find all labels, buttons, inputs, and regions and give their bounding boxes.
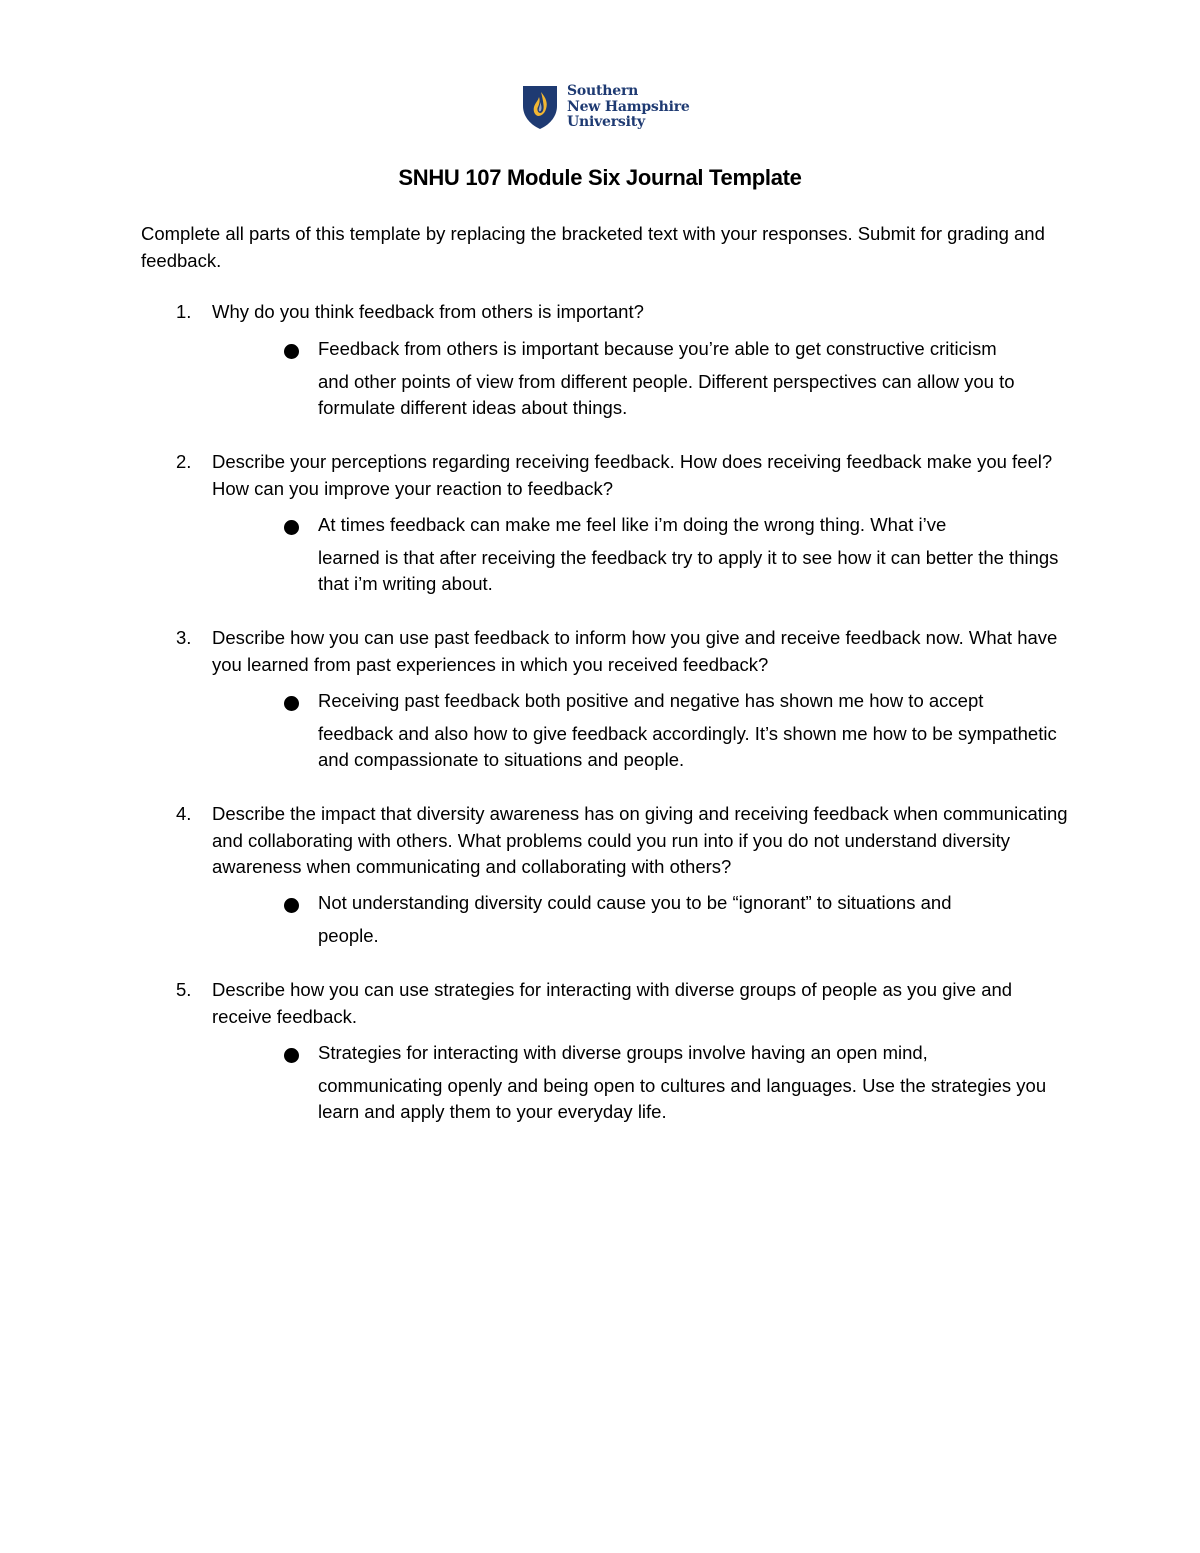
question-text: Describe your perceptions regarding receiving feedback. How does receiving feedback make you feel? How can you improve your reaction to feedback? bbox=[212, 451, 1053, 499]
answer-first-line: Receiving past feedback both positive and negative has shown me how to accept bbox=[318, 690, 984, 711]
answer-text bbox=[318, 890, 1072, 949]
question-number: 2. bbox=[176, 451, 192, 472]
answer-first-line: Feedback from others is important because you’re able to get constructive criticism bbox=[318, 338, 997, 359]
intro-paragraph: Complete all parts of this template by replacing the bracketed text with your responses. Submit for grading and feedback. bbox=[141, 223, 1045, 271]
snhu-logo bbox=[520, 84, 690, 131]
bullet-icon bbox=[284, 520, 299, 535]
question-text: Describe how you can use past feedback to inform how you give and receive feedback now. What have you learned from past experiences in which you received feedback? bbox=[212, 627, 1058, 675]
answer-5 bbox=[282, 1040, 1072, 1126]
bullet-icon bbox=[284, 1048, 299, 1063]
question-text: Describe how you can use strategies for interacting with diverse groups of people as you give and receive feedback. bbox=[212, 979, 1013, 1027]
logo-wordmark bbox=[567, 84, 690, 131]
document-title: SNHU 107 Module Six Journal Template bbox=[398, 165, 802, 190]
logo-line-3: University bbox=[567, 114, 645, 130]
answer-text bbox=[318, 336, 1072, 422]
answer-text bbox=[318, 512, 1072, 598]
shield-flame-icon bbox=[520, 84, 560, 130]
logo-line-2: New Hampshire bbox=[567, 98, 690, 115]
question-text: Why do you think feedback from others is important? bbox=[212, 301, 644, 322]
answer-first-line: Not understanding diversity could cause you to be “ignorant” to situations and bbox=[318, 892, 952, 913]
question-number: 1. bbox=[176, 301, 192, 322]
question-text: Describe the impact that diversity awareness has on giving and receiving feedback when communicating and collaborating with others. What problems could you run into if you do not understand diversity awareness when communicating and collaborating with others? bbox=[212, 803, 1068, 877]
answer-3 bbox=[282, 688, 1072, 774]
answer-text bbox=[318, 688, 1072, 774]
question-number: 3. bbox=[176, 627, 192, 648]
answer-continuation: feedback and also how to give feedback accordingly. It’s shown me how to be sympathetic and compassionate to situations and people. bbox=[318, 722, 1057, 770]
bullet-icon bbox=[284, 344, 299, 359]
answer-first-line: Strategies for interacting with diverse groups involve having an open mind, bbox=[318, 1042, 928, 1063]
answer-continuation: people. bbox=[318, 924, 379, 946]
answer-continuation: learned is that after receiving the feedback try to apply it to see how it can better the things that i’m writing about. bbox=[318, 546, 1059, 594]
bullet-icon bbox=[284, 898, 299, 913]
answer-first-line: At times feedback can make me feel like i’m doing the wrong thing. What i’ve bbox=[318, 514, 947, 535]
answer-continuation: and other points of view from different people. Different perspectives can allow you to formulate different ideas about things. bbox=[318, 370, 1015, 418]
bullet-icon bbox=[284, 696, 299, 711]
answer-continuation: communicating openly and being open to cultures and languages. Use the strategies you learn and apply them to your everyday life. bbox=[318, 1074, 1047, 1122]
logo-line-1: Southern bbox=[567, 83, 639, 99]
question-number: 5. bbox=[176, 979, 192, 1000]
answer-4 bbox=[282, 890, 1072, 949]
question-number: 4. bbox=[176, 803, 192, 824]
answer-2 bbox=[282, 512, 1072, 598]
answer-text bbox=[318, 1040, 1072, 1126]
answer-1 bbox=[282, 336, 1072, 422]
